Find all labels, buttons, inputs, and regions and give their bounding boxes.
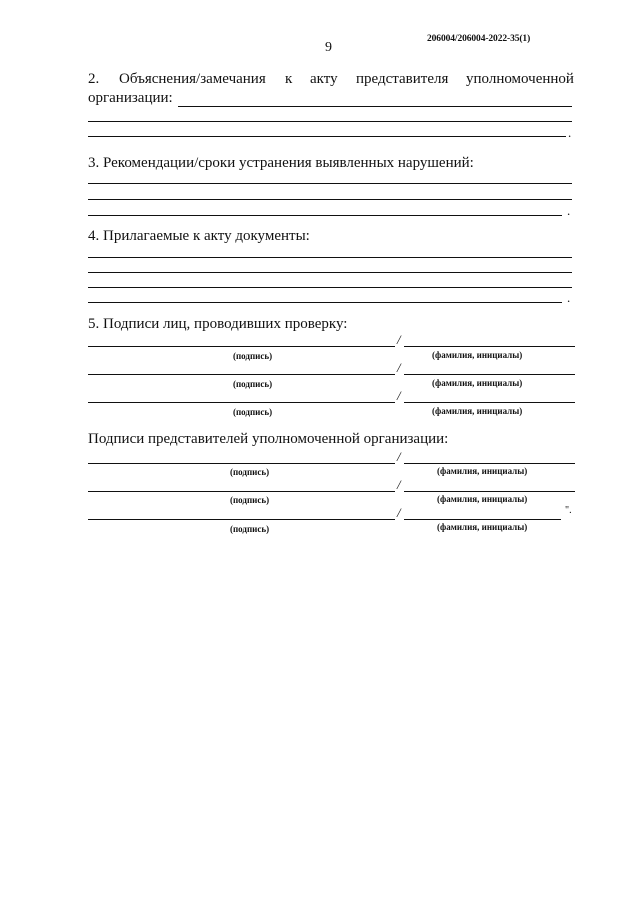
line-end-period: . — [567, 203, 571, 218]
signature-caption: (подпись) — [233, 379, 273, 389]
name-line[interactable] — [404, 346, 575, 347]
name-line[interactable] — [404, 374, 575, 375]
name-caption: (фамилия, инициалы) — [437, 466, 528, 476]
separator-slash: / — [397, 477, 401, 492]
fill-line[interactable] — [88, 302, 562, 303]
name-caption: (фамилия, инициалы) — [432, 406, 523, 416]
fill-line[interactable] — [88, 121, 572, 122]
section-2-word-3: акту — [310, 71, 338, 87]
fill-line[interactable] — [88, 199, 572, 200]
section-2-number: 2. — [88, 71, 100, 87]
name-line[interactable] — [404, 463, 575, 464]
name-line[interactable] — [404, 491, 575, 492]
separator-slash: / — [397, 360, 401, 375]
fill-line[interactable] — [88, 257, 572, 258]
signature-line[interactable] — [88, 491, 395, 492]
section-2-word-4: представителя — [356, 71, 449, 87]
signature-caption: (подпись) — [233, 407, 273, 417]
name-caption: (фамилия, инициалы) — [432, 378, 523, 388]
fill-line[interactable] — [88, 272, 572, 273]
name-caption: (фамилия, инициалы) — [437, 494, 528, 504]
line-end-period: . — [567, 290, 571, 305]
page-number: 9 — [325, 40, 332, 55]
section-2-word-5: уполномоченной — [466, 71, 574, 87]
line-end-period: . — [568, 125, 572, 140]
document-number: 206004/206004-2022-35(1) — [427, 34, 531, 44]
section-2-word-1: Объяснения/замечания — [119, 71, 266, 87]
fill-line[interactable] — [88, 136, 566, 137]
section-4-title: 4. Прилагаемые к акту документы: — [88, 228, 310, 244]
name-line[interactable] — [404, 402, 575, 403]
signature-line[interactable] — [88, 519, 395, 520]
separator-slash: / — [397, 505, 401, 520]
signature-line[interactable] — [88, 374, 395, 375]
signature-line[interactable] — [88, 346, 395, 347]
section-2-word-2: к — [285, 71, 293, 87]
signature-caption: (подпись) — [230, 524, 270, 534]
signature-line[interactable] — [88, 402, 395, 403]
signature-line[interactable] — [88, 463, 395, 464]
separator-slash: / — [397, 388, 401, 403]
name-caption: (фамилия, инициалы) — [437, 522, 528, 532]
fill-line[interactable] — [88, 287, 572, 288]
representatives-title: Подписи представителей уполномоченной организации: — [88, 431, 449, 447]
closing-quote: ". — [565, 505, 572, 516]
name-line[interactable] — [404, 519, 561, 520]
signature-caption: (подпись) — [230, 467, 270, 477]
separator-slash: / — [397, 449, 401, 464]
fill-line[interactable] — [88, 183, 572, 184]
fill-line[interactable] — [178, 106, 572, 107]
section-3-title: 3. Рекомендации/сроки устранения выявленных нарушений: — [88, 155, 474, 171]
signature-caption: (подпись) — [233, 351, 273, 361]
fill-line[interactable] — [88, 215, 562, 216]
signature-caption: (подпись) — [230, 495, 270, 505]
section-2-label: организации: — [88, 90, 173, 106]
separator-slash: / — [397, 332, 401, 347]
name-caption: (фамилия, инициалы) — [432, 350, 523, 360]
section-5-title: 5. Подписи лиц, проводивших проверку: — [88, 316, 348, 332]
